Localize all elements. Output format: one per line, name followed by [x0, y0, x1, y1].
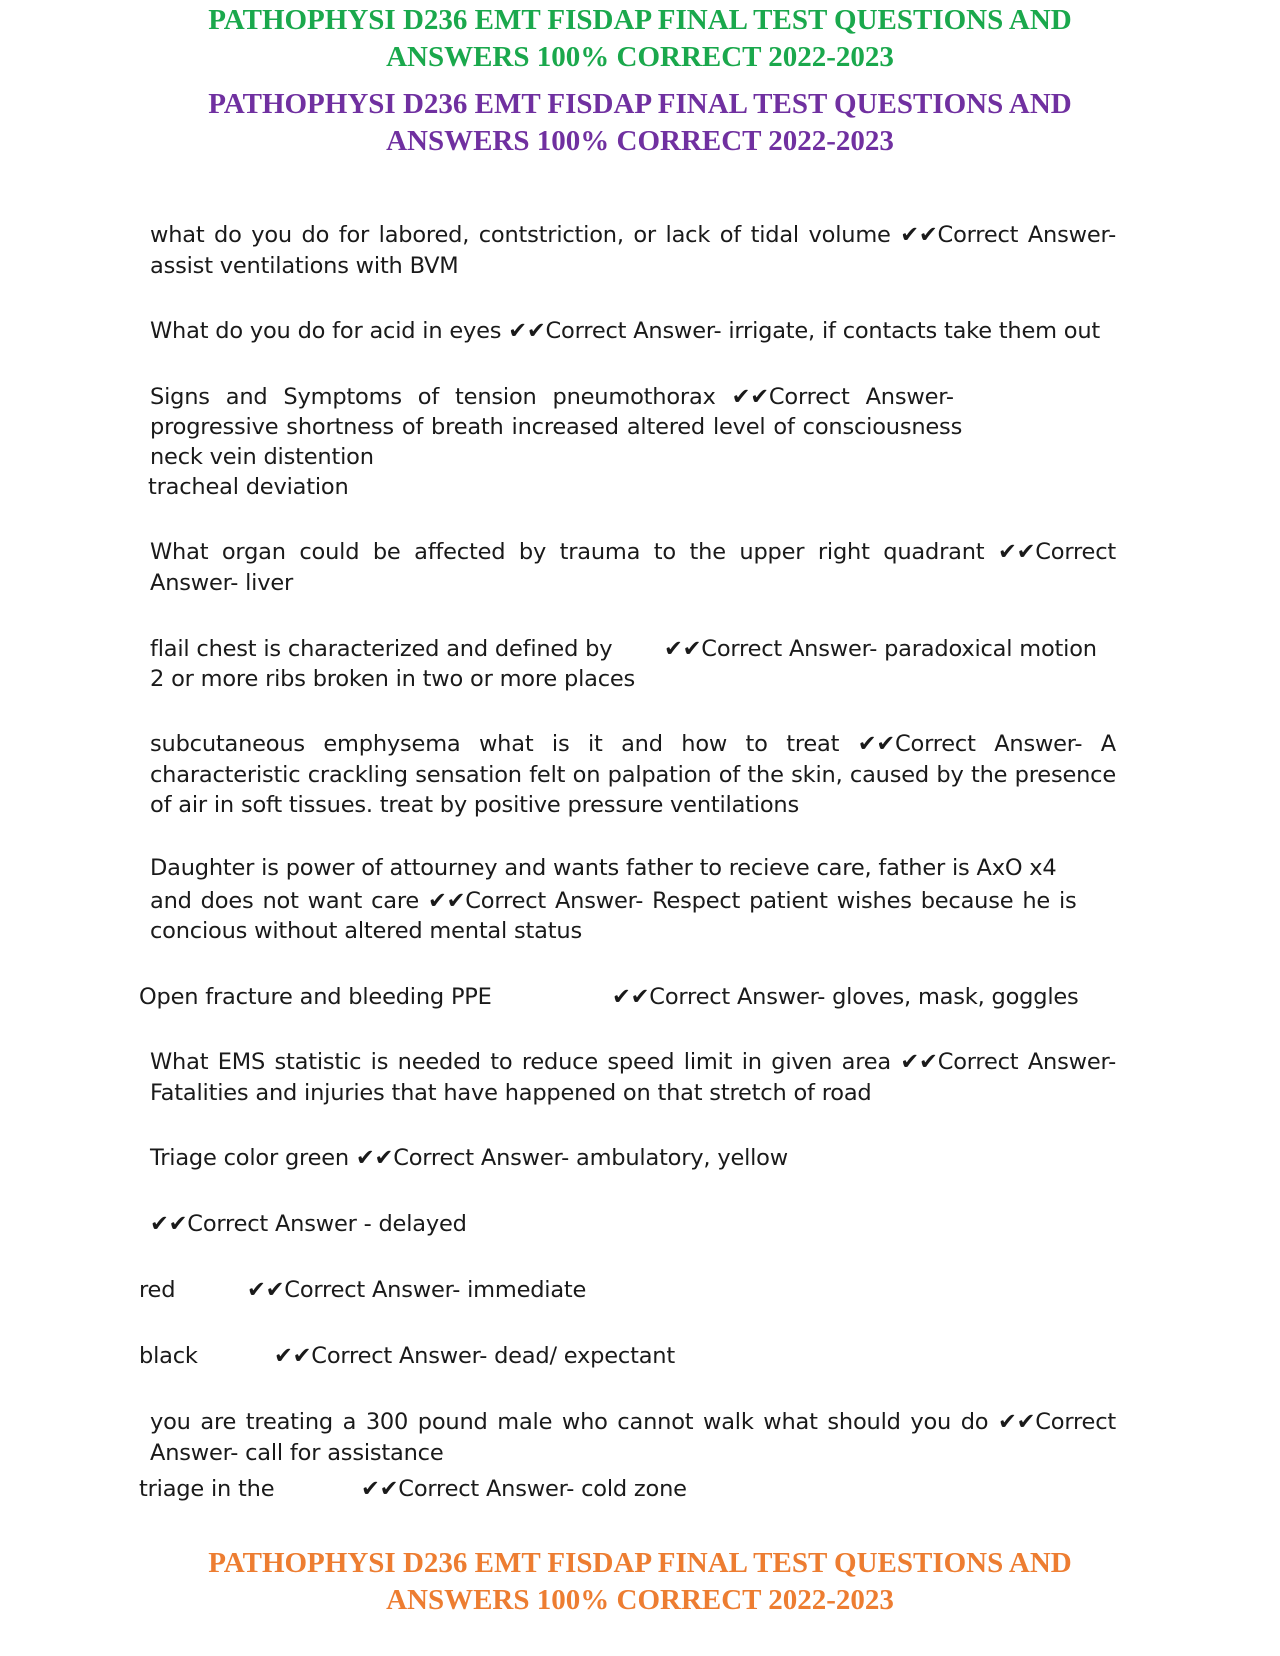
qa-item-power-of-attorney-line2: and does not want care ✔✔Correct Answer- Respect patient wishes because he is	[150, 888, 1077, 914]
qa-item-triage-zone-question: triage in the	[139, 1476, 275, 1502]
qa-item-triage-black-question: black	[139, 1343, 198, 1369]
qa-item-triage-green: Triage color green ✔✔Correct Answer- ambulatory, yellow	[150, 1145, 788, 1171]
title-line-2: ANSWERS 100% CORRECT 2022-2023	[386, 125, 894, 157]
qa-item-open-fracture-question: Open fracture and bleeding PPE	[139, 984, 492, 1010]
qa-item-tidal-volume: what do you do for labored, contstriction, or lack of tidal volume ✔✔Correct Answer- assist ventilations with BVM	[150, 222, 1116, 279]
document-title-orange	[0, 1545, 1280, 1619]
qa-item-flail-chest-line2: 2 or more ribs broken in two or more places	[150, 666, 636, 692]
qa-item-triage-zone-answer: ✔✔Correct Answer- cold zone	[361, 1476, 687, 1502]
title-line-2: ANSWERS 100% CORRECT 2022-2023	[386, 41, 894, 73]
qa-item-triage-red-question: red	[139, 1277, 176, 1303]
title-line-2: ANSWERS 100% CORRECT 2022-2023	[386, 1584, 894, 1616]
document-title-green	[0, 2, 1280, 76]
title-line-1: PATHOPHYSI D236 EMT FISDAP FINAL TEST QUESTIONS AND	[208, 88, 1072, 120]
qa-item-subcutaneous-emphysema: subcutaneous emphysema what is it and how to treat ✔✔Correct Answer- A characteristic crackling sensation felt on palpation of the skin, caused by the presence of air in soft tissues. treat by positive pressure ventilations	[150, 731, 1116, 818]
title-line-1: PATHOPHYSI D236 EMT FISDAP FINAL TEST QUESTIONS AND	[208, 4, 1072, 36]
qa-item-ems-statistic: What EMS statistic is needed to reduce speed limit in given area ✔✔Correct Answer- Fatalities and injuries that have happened on that stretch of road	[150, 1049, 1116, 1106]
qa-item-power-of-attorney-line1: Daughter is power of attourney and wants father to recieve care, father is AxO x4	[150, 855, 1057, 881]
qa-item-flail-chest-question: flail chest is characterized and defined by	[150, 636, 613, 662]
qa-item-power-of-attorney-line3: concious without altered mental status	[150, 918, 582, 944]
qa-item-300-pound-male: you are treating a 300 pound male who cannot walk what should you do ✔✔Correct Answer- call for assistance	[150, 1409, 1116, 1466]
title-line-1: PATHOPHYSI D236 EMT FISDAP FINAL TEST QUESTIONS AND	[208, 1547, 1072, 1579]
qa-item-open-fracture-answer: ✔✔Correct Answer- gloves, mask, goggles	[612, 984, 1079, 1010]
qa-item-pneumothorax-line4: tracheal deviation	[148, 474, 349, 500]
qa-item-pneumothorax-line1: Signs and Symptoms of tension pneumothorax ✔✔Correct Answer-	[150, 384, 954, 410]
document-title-purple	[0, 86, 1280, 160]
qa-item-triage-black-answer: ✔✔Correct Answer- dead/ expectant	[274, 1343, 675, 1369]
qa-item-pneumothorax-line3: neck vein distention	[150, 444, 374, 470]
qa-item-pneumothorax-line2: progressive shortness of breath increased altered level of consciousness	[150, 414, 963, 440]
qa-item-upper-right-quadrant: What organ could be affected by trauma to the upper right quadrant ✔✔Correct Answer- liver	[150, 539, 1116, 596]
qa-item-acid-eyes: What do you do for acid in eyes ✔✔Correct Answer- irrigate, if contacts take them out	[150, 318, 1101, 344]
qa-item-flail-chest-answer: ✔✔Correct Answer- paradoxical motion	[664, 636, 1097, 662]
qa-item-triage-red-answer: ✔✔Correct Answer- immediate	[247, 1277, 587, 1303]
qa-item-triage-yellow-answer: ✔✔Correct Answer - delayed	[150, 1211, 467, 1237]
